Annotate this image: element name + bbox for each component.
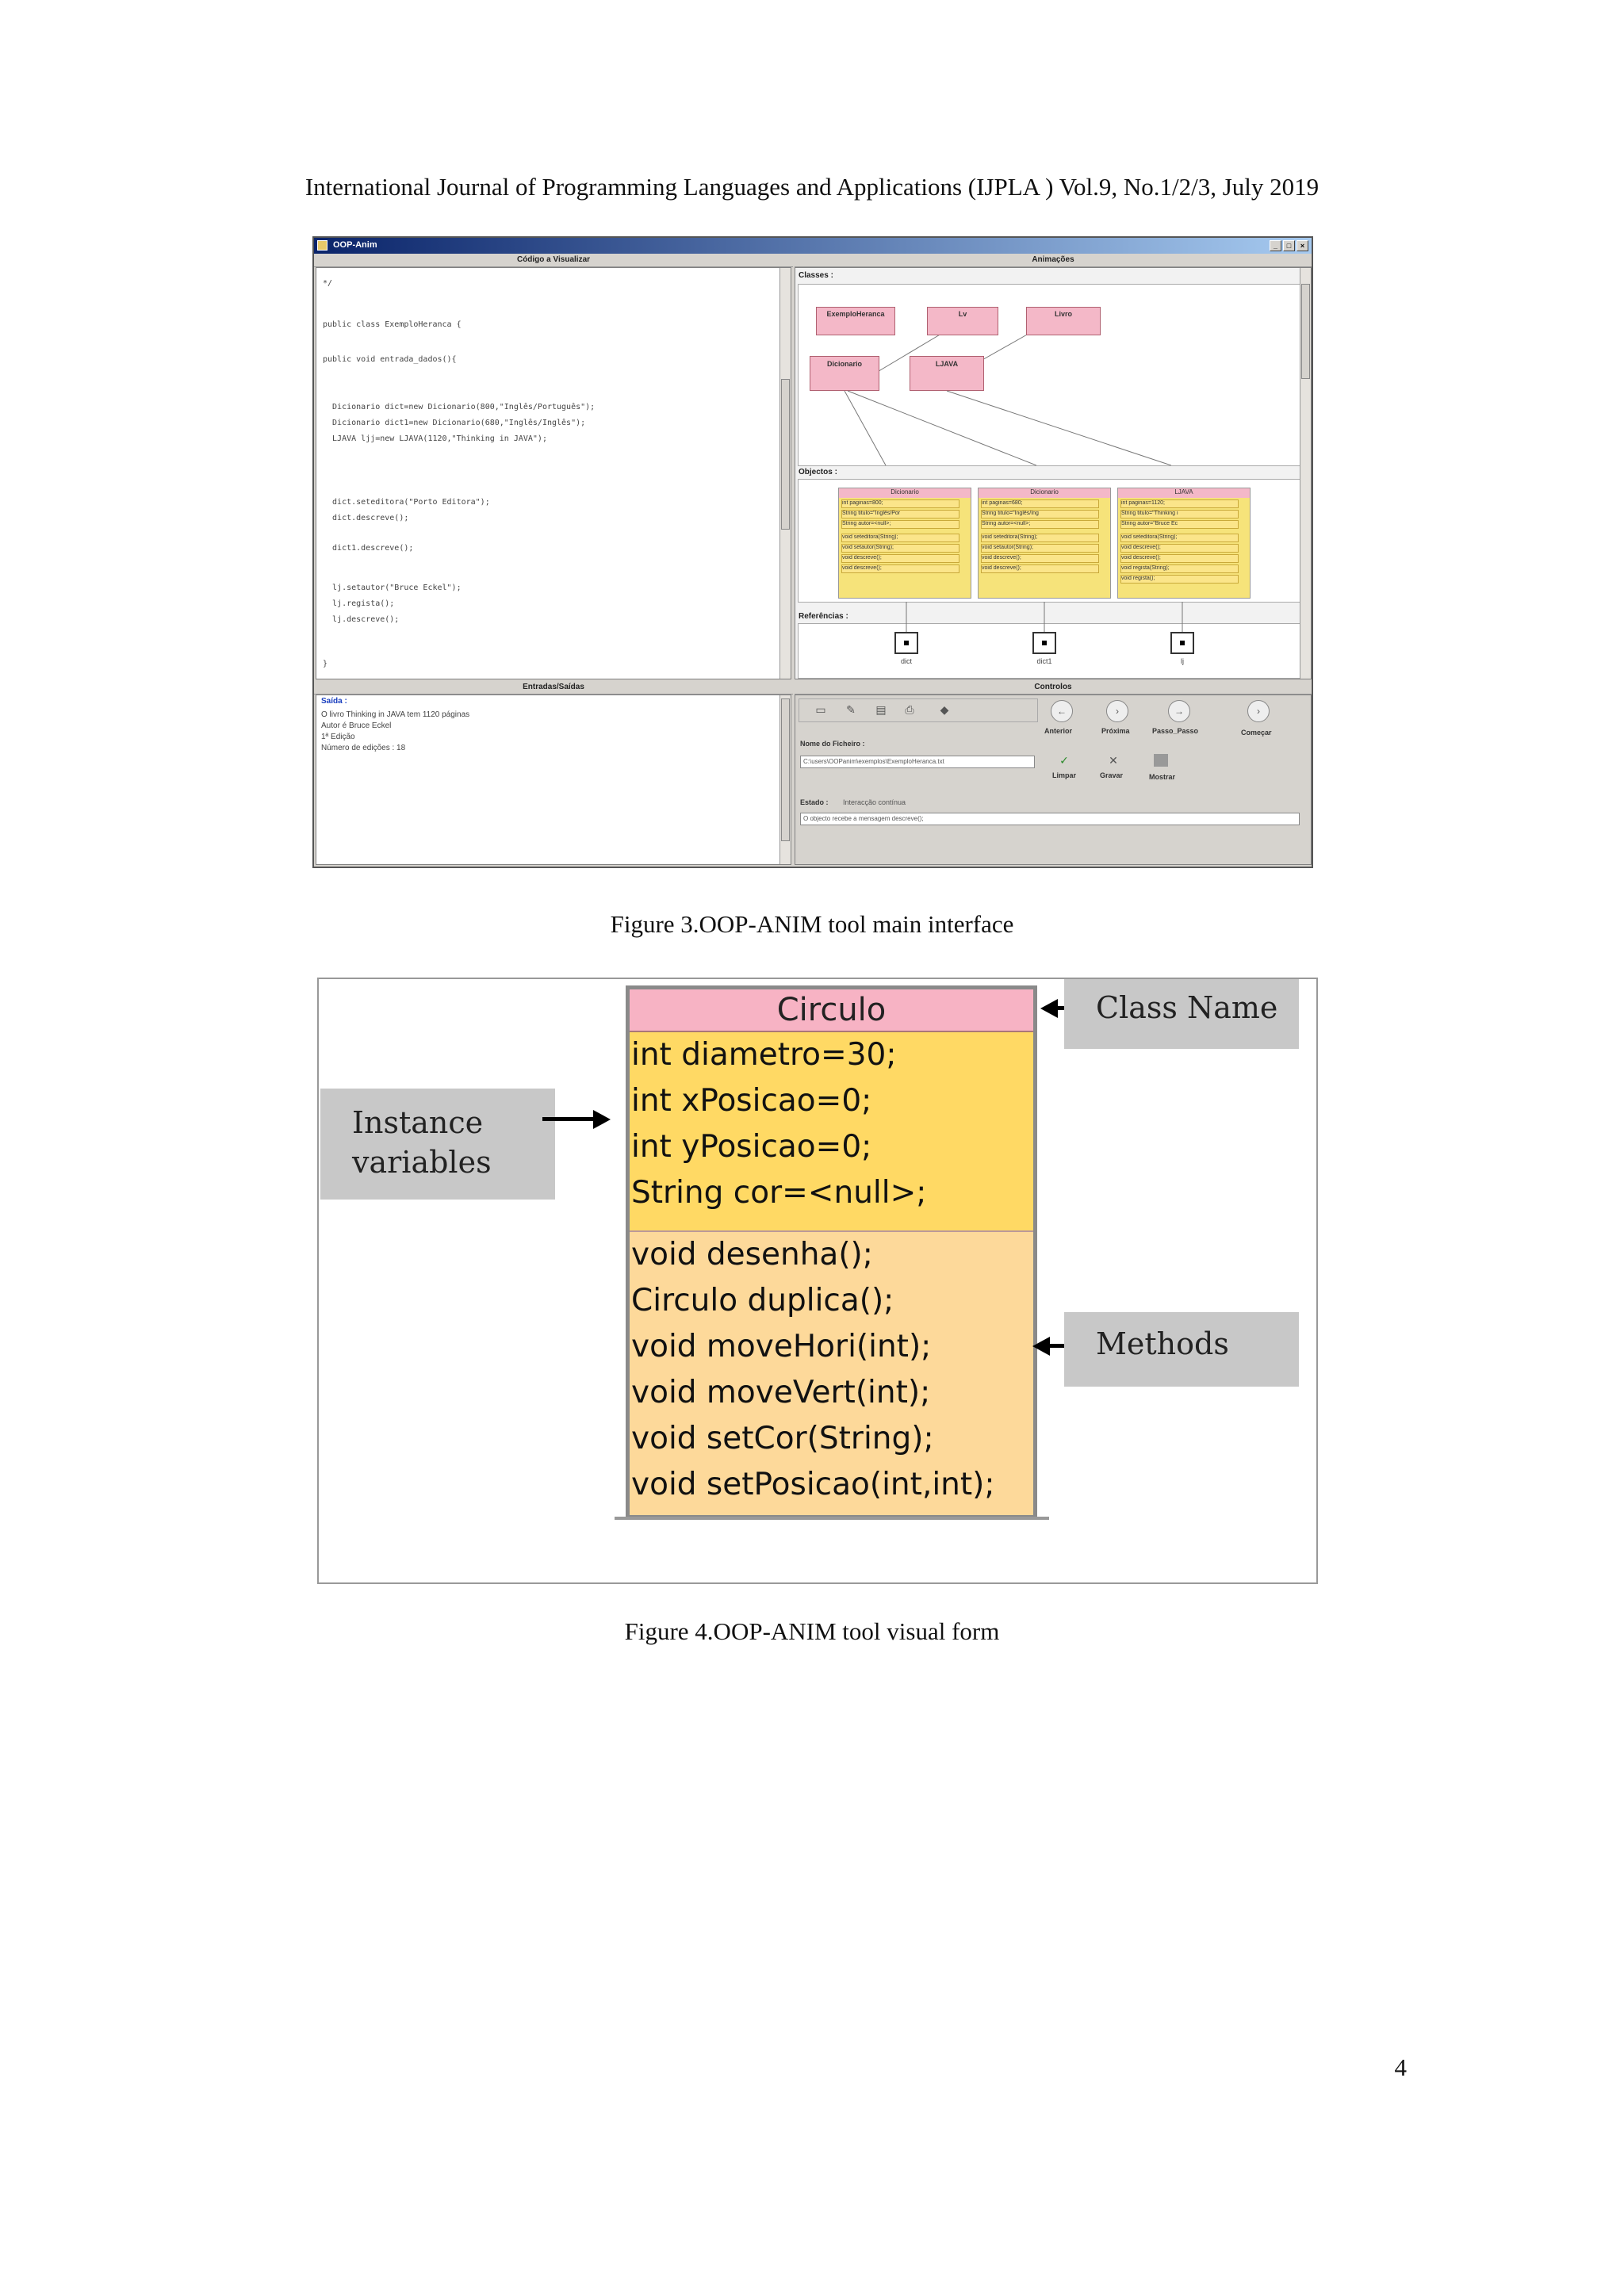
object-dict[interactable] xyxy=(838,488,971,599)
class-box-ljava[interactable]: LJAVA xyxy=(910,356,984,391)
code-line: Dicionario dict1=new Dicionario(680,"Inglês/Inglês"); xyxy=(323,419,586,427)
object-row: void descreve(); xyxy=(981,554,1099,563)
object-row: void seteditora(String); xyxy=(981,534,1099,542)
toolbar xyxy=(799,698,1038,722)
objects-label: Objectos : xyxy=(799,468,837,476)
class-box-lv[interactable]: Lv xyxy=(927,307,998,335)
class-name: Circulo xyxy=(630,989,1033,1032)
code-line: */ xyxy=(323,279,333,288)
callout-line: variables xyxy=(352,1145,492,1180)
reference-label: dict xyxy=(900,657,912,665)
output-line: Número de edições : 18 xyxy=(321,744,406,752)
close-button[interactable]: × xyxy=(1297,240,1308,251)
state-label: Estado : xyxy=(800,798,829,806)
object-row: void regista(); xyxy=(1120,575,1239,584)
code-scroll-thumb[interactable] xyxy=(781,379,790,530)
references-area xyxy=(798,623,1307,679)
object-row: void descreve(); xyxy=(1120,554,1239,563)
object-row: void descreve(); xyxy=(981,564,1099,573)
classes-label: Classes : xyxy=(799,271,833,280)
code-line: public void entrada_dados(){ xyxy=(323,355,457,364)
instance-vars-arrow-line xyxy=(542,1117,595,1121)
controls-pane xyxy=(795,695,1312,865)
code-line: public class ExemploHeranca { xyxy=(323,320,462,329)
start-label: Começar xyxy=(1241,729,1272,737)
object-row: String titulo="Thinking i xyxy=(1120,510,1239,519)
file-label: Nome do Ficheiro : xyxy=(800,740,865,748)
next-label: Próxima xyxy=(1101,727,1130,735)
start-button[interactable]: › xyxy=(1247,700,1270,722)
minimize-button[interactable]: _ xyxy=(1270,240,1281,251)
code-line: Dicionario dict=new Dicionario(800,"Inglês/Português"); xyxy=(323,403,596,411)
object-row: void setautor(String); xyxy=(841,544,959,553)
io-pane xyxy=(316,695,791,865)
object-row: void descreve(); xyxy=(841,564,959,573)
io-scrollbar[interactable] xyxy=(779,695,791,864)
object-row: int paginas=1120; xyxy=(1120,499,1239,508)
object-row: void regista(String); xyxy=(1120,564,1239,573)
method: void moveHori(int); xyxy=(631,1329,932,1364)
method: void moveVert(int); xyxy=(631,1375,931,1410)
open-file-icon[interactable]: ▭ xyxy=(815,703,826,716)
class-name-callout: Class Name xyxy=(1064,979,1299,1049)
code-line: LJAVA ljj=new LJAVA(1120,"Thinking in JAVA"); xyxy=(323,434,547,443)
code-line: dict.descreve(); xyxy=(323,514,409,522)
methods-callout: Methods xyxy=(1064,1312,1299,1387)
object-row: void descreve(); xyxy=(1120,544,1239,553)
animations-scrollbar[interactable] xyxy=(1300,268,1311,679)
instance-variable: String cor=<null>; xyxy=(631,1175,927,1211)
file-field[interactable]: C:\users\OOPanim\exemplos\ExemploHeranca.txt xyxy=(800,756,1035,768)
step-label: Passo_Passo xyxy=(1152,727,1199,735)
class-box-dicionario[interactable]: Dicionario xyxy=(810,356,879,391)
object-dict1[interactable] xyxy=(978,488,1111,599)
reference-dict[interactable] xyxy=(894,632,918,654)
object-row: int paginas=680; xyxy=(981,499,1099,508)
previous-label: Anterior xyxy=(1044,727,1073,735)
code-line: lj.regista(); xyxy=(323,599,395,608)
clear-label: Limpar xyxy=(1052,771,1077,779)
page-number: 4 xyxy=(1394,2053,1407,2081)
window-title: OOP-Anim xyxy=(333,240,377,250)
method: void setPosicao(int,int); xyxy=(631,1467,995,1502)
object-row: void seteditora(String); xyxy=(1120,534,1239,542)
object-row: int paginas=800; xyxy=(841,499,959,508)
instance-variables-callout xyxy=(320,1089,555,1200)
code-line: lj.descreve(); xyxy=(323,615,400,624)
clear-icon[interactable]: ✓ xyxy=(1059,754,1069,767)
object-row: String titulo="Inglês/Por xyxy=(841,510,959,519)
object-row: void seteditora(String); xyxy=(841,534,959,542)
method: Circulo duplica(); xyxy=(631,1283,894,1318)
reference-dict1[interactable] xyxy=(1032,632,1056,654)
object-row: void setautor(String); xyxy=(981,544,1099,553)
class-box-exemploheranca[interactable]: ExemploHeranca xyxy=(816,307,895,335)
output-text xyxy=(321,710,469,754)
output-line: O livro Thinking in JAVA tem 1120 páginas xyxy=(321,710,470,719)
save-icon[interactable]: ▤ xyxy=(875,703,887,716)
message-field: O objecto recebe a mensagem descreve(); xyxy=(800,813,1300,825)
state-value: Interacção contínua xyxy=(843,798,906,806)
instance-variable: int xPosicao=0; xyxy=(631,1083,872,1119)
reference-label: lj xyxy=(1181,657,1184,665)
instance-variable: int yPosicao=0; xyxy=(631,1129,872,1165)
methods-arrow-icon xyxy=(1032,1337,1050,1356)
io-scroll-thumb[interactable] xyxy=(781,698,790,841)
object-row: String autor=<null>; xyxy=(981,520,1099,529)
running-header: International Journal of Programming Languages and Applications (IJPLA ) Vol.9, No.1/2/3, July 2019 xyxy=(304,173,1320,201)
code-panel-title: Código a Visualizar xyxy=(314,254,793,267)
animations-panel-title: Animações xyxy=(795,254,1312,267)
code-line: dict.seteditora("Porto Editora"); xyxy=(323,498,490,507)
code-pane xyxy=(316,267,791,679)
object-row: void descreve(); xyxy=(841,554,959,563)
classes-area xyxy=(798,284,1307,466)
figure-4 xyxy=(317,978,1318,1584)
method: void setCor(String); xyxy=(631,1421,934,1456)
oop-anim-window xyxy=(312,236,1313,868)
object-lj-name: LJAVA xyxy=(1118,488,1250,498)
reference-label: dict1 xyxy=(1036,657,1052,665)
app-icon xyxy=(317,240,327,251)
class-name-arrow-icon xyxy=(1040,999,1058,1018)
method: void desenha(); xyxy=(631,1237,873,1272)
instance-vars-arrow-icon xyxy=(593,1110,611,1129)
instance-variables-section xyxy=(630,1032,1033,1232)
class-box-livro[interactable]: Livro xyxy=(1026,307,1101,335)
animations-scroll-thumb[interactable] xyxy=(1301,284,1310,379)
reference-lj[interactable] xyxy=(1170,632,1194,654)
window-titlebar xyxy=(314,238,1312,254)
output-label: Saída : xyxy=(321,697,347,706)
instance-variable: int diametro=30; xyxy=(631,1037,897,1073)
instance-lines xyxy=(799,285,1306,465)
io-panel-title: Entradas/Saídas xyxy=(314,681,793,695)
show-label: Mostrar xyxy=(1149,773,1176,781)
object-dict-name: Dicionario xyxy=(839,488,971,498)
object-dict1-name: Dicionario xyxy=(979,488,1110,498)
controls-panel-title: Controlos xyxy=(795,681,1312,695)
code-line: lj.setautor("Bruce Eckel"); xyxy=(323,584,462,592)
object-row: String autor=<null>; xyxy=(841,520,959,529)
box-shadow-line xyxy=(615,1517,1049,1520)
previous-button[interactable]: ← xyxy=(1051,700,1073,722)
figure-4-caption: Figure 4.OOP-ANIM tool visual form xyxy=(624,1617,1000,1645)
output-line: 1ª Edição xyxy=(321,733,355,741)
record-icon[interactable]: ✕ xyxy=(1109,754,1118,767)
object-lj[interactable] xyxy=(1117,488,1251,599)
object-row: String titulo="Inglês/Ing xyxy=(981,510,1099,519)
code-scrollbar[interactable] xyxy=(779,268,791,679)
figure-3-caption: Figure 3.OOP-ANIM tool main interface xyxy=(610,910,1014,938)
code-line: dict1.descreve(); xyxy=(323,544,414,553)
animations-pane xyxy=(795,267,1312,679)
maximize-button[interactable]: □ xyxy=(1283,240,1295,251)
object-row: String autor="Bruce Ec xyxy=(1120,520,1239,529)
record-label: Gravar xyxy=(1100,771,1124,779)
edit-icon[interactable]: ✎ xyxy=(846,703,856,716)
class-visual-box xyxy=(626,985,1037,1517)
callout-line: Instance xyxy=(352,1105,484,1140)
code-line: } xyxy=(323,660,328,668)
objects-area xyxy=(798,479,1307,603)
print-icon[interactable]: ⎙ xyxy=(905,703,914,716)
reference-lines xyxy=(799,602,1306,633)
output-line: Autor é Bruce Eckel xyxy=(321,721,392,730)
show-icon[interactable] xyxy=(1154,754,1168,767)
next-button[interactable]: › xyxy=(1106,700,1128,722)
methods-section xyxy=(630,1232,1033,1515)
eraser-icon[interactable]: ◆ xyxy=(940,703,949,716)
references-label: Referências : xyxy=(799,612,848,621)
step-button[interactable]: → xyxy=(1168,700,1190,722)
